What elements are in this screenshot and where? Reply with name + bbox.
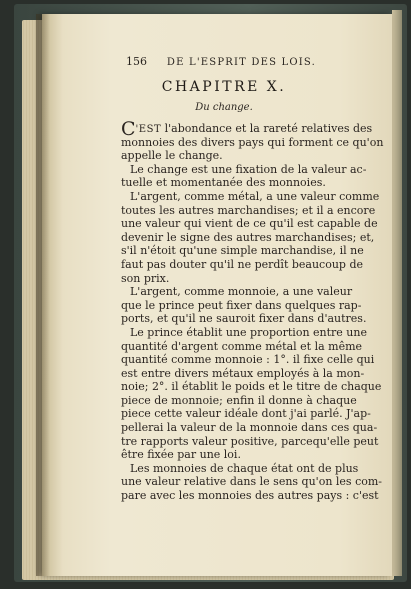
- text-line: [121, 394, 361, 408]
- line-text: pellerai la valeur de la monnoie dans ces qua-: [121, 421, 378, 435]
- text-line: [121, 462, 361, 476]
- text-line: [121, 217, 378, 231]
- line-text: être fixée par une loi.: [121, 448, 241, 462]
- line-text: Le change est une fixation de la valeur ac-: [130, 162, 367, 176]
- text-line: [121, 325, 367, 340]
- chapter-title: CHAPITRE X.: [161, 79, 287, 95]
- text-line: [121, 135, 384, 150]
- line-text: monnoies des divers pays qui forment ce qu'on: [121, 135, 384, 149]
- line-text: une valeur relative dans le sens qu'on les com-: [121, 475, 383, 489]
- small-caps-word: 'EST: [135, 124, 162, 135]
- text-line: [121, 189, 380, 204]
- text-line: [121, 285, 361, 299]
- line-text: L'argent, comme monnoie, a une valeur: [130, 285, 353, 299]
- running-title: DE L'ESPRIT DES LOIS.: [166, 57, 316, 68]
- text-line: [121, 340, 361, 354]
- line-text: que le prince peut fixer dans quelques rap-: [121, 298, 362, 312]
- text-line: [121, 162, 367, 177]
- line-text: L'argent, comme métal, a une valeur comme: [130, 189, 380, 203]
- line-text: s'il n'étoit qu'une simple marchandise, il ne: [121, 244, 364, 258]
- text-line: [121, 149, 361, 163]
- text-line: [121, 407, 371, 421]
- line-text: toutes les autres marchandises; et il a encore: [121, 203, 376, 217]
- text-line: [121, 118, 373, 140]
- text-line: [121, 448, 361, 462]
- text-line: [121, 299, 361, 313]
- line-text: est entre divers métaux employés à la mon-: [121, 366, 365, 380]
- line-text: noie; 2°. il établit le poids et le titre de chaque: [121, 380, 382, 394]
- text-line: [121, 489, 379, 503]
- line-text: piece cette valeur idéale dont j'ai parlé. J'ap-: [121, 407, 371, 421]
- line-text: une valeur qui vient de ce qu'il est capable de: [121, 217, 378, 231]
- line-text: Le prince établit une proportion entre une: [130, 325, 367, 339]
- page-gutter-shadow: [36, 14, 50, 576]
- line-text: ports, et qu'il ne sauroit fixer dans d'autres.: [121, 312, 367, 326]
- text-line: [121, 272, 361, 286]
- text-line: [121, 312, 367, 326]
- line-text: Les monnoies de chaque état ont de plus: [130, 461, 359, 475]
- page-number: 156: [126, 55, 147, 68]
- line-text: quantité d'argent comme métal et la même: [121, 339, 363, 353]
- line-text: appelle le change.: [121, 149, 223, 163]
- text-line: [121, 244, 364, 258]
- text-line: [121, 366, 365, 381]
- line-text: tuelle et momentanée des monnoies.: [121, 176, 326, 190]
- line-text: devenir le signe des autres marchandises; et,: [121, 230, 375, 244]
- text-line: [121, 176, 361, 190]
- text-line: [121, 353, 375, 367]
- text-line: [121, 257, 364, 272]
- line-text: faut pas douter qu'il ne perdît beaucoup de: [121, 257, 364, 271]
- section-title: Du change.: [195, 102, 253, 113]
- text-line: [121, 421, 378, 435]
- line-text: l'abondance et la rareté relatives des: [161, 122, 373, 135]
- line-text: quantité comme monnoie : 1°. il fixe celle qui: [121, 353, 375, 367]
- body-text: [121, 118, 384, 503]
- line-text: pare avec les monnoies des autres pays : c'est: [121, 489, 379, 503]
- text-line: [121, 475, 383, 489]
- line-text: tre rapports valeur positive, parcequ'elle peut: [121, 434, 379, 448]
- text-line: [121, 434, 379, 449]
- text-line: [121, 203, 376, 218]
- running-header: [126, 55, 316, 69]
- page-edge: [392, 10, 402, 576]
- line-text: piece de monnoie; enfin il donne à chaque: [121, 393, 357, 407]
- text-line: [121, 230, 375, 245]
- line-text: son prix.: [121, 271, 170, 285]
- text-line: [121, 380, 382, 394]
- drop-cap: C: [121, 118, 136, 140]
